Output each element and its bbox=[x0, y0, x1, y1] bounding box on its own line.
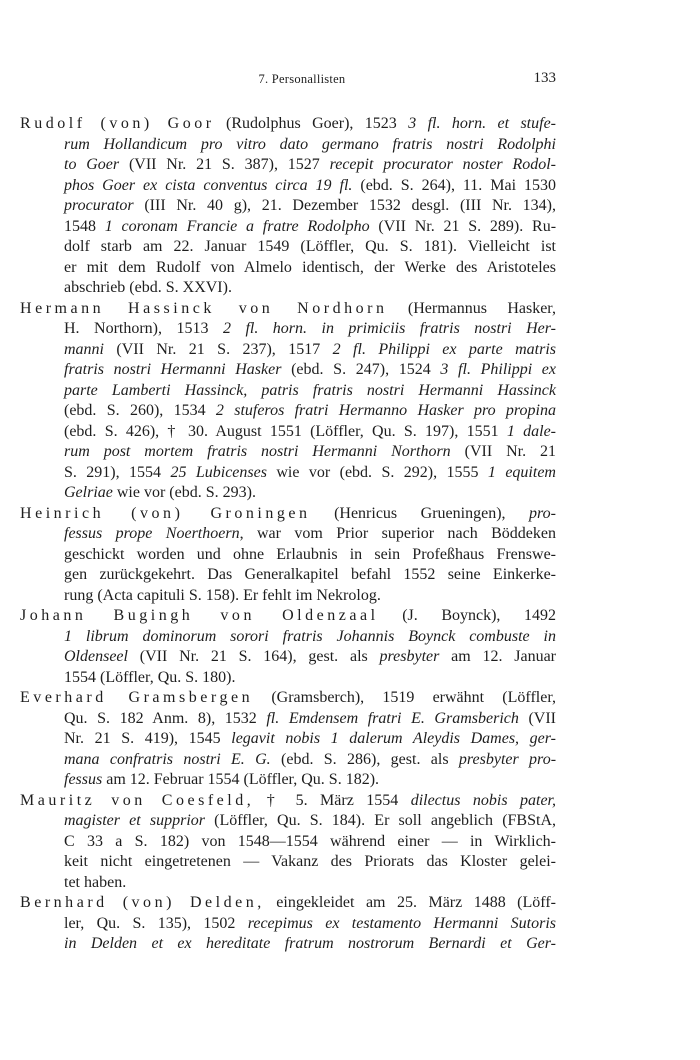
text-run: am 12. Januar bbox=[439, 648, 556, 665]
text-run: (Henricus Grueningen), bbox=[310, 504, 530, 522]
latin-source-quote: rum post mortem fratris nostri Hermanni Northorn bbox=[64, 443, 451, 460]
entry-line bbox=[64, 360, 556, 381]
text-run: er mit dem Rudolf von Almelo identisch, der Werke des Aristoteles bbox=[64, 258, 556, 276]
latin-source-quote: recepimus ex testamento Hermanni Sutoris bbox=[247, 914, 556, 932]
register-entry bbox=[20, 791, 556, 894]
entry-line bbox=[64, 524, 556, 545]
entry-line bbox=[64, 934, 556, 955]
latin-source-quote: recepit procurator noster Rodol- bbox=[329, 156, 557, 173]
text-run: wie vor (ebd. S. 293). bbox=[112, 484, 256, 501]
text-run: (ebd. S. 247), 1524 bbox=[281, 361, 441, 378]
text-run: (III Nr. 40 g), 21. Dezember 1532 desgl. (III Nr. 134), bbox=[133, 197, 556, 214]
latin-source-quote: presbyter bbox=[379, 648, 440, 665]
latin-source-quote: 1 coronam Francie a fratre Rodolpho bbox=[104, 217, 370, 235]
text-run: 1548 bbox=[64, 217, 105, 235]
latin-source-quote: 2 stuferos fratri Hermanno Hasker pro propina bbox=[215, 402, 556, 419]
entry-line bbox=[64, 627, 556, 648]
latin-source-quote: pro- bbox=[529, 504, 556, 522]
entry-heading-line bbox=[20, 114, 556, 135]
section-title: 7. Personallisten bbox=[258, 72, 346, 86]
register-entry bbox=[20, 893, 556, 955]
text-run: (Gramsberch), 1519 erwähnt (Löffler, bbox=[253, 689, 557, 706]
entry-line bbox=[64, 258, 556, 279]
latin-source-quote: legavit nobis 1 dalerum Aleydis Dames, ger- bbox=[231, 730, 556, 747]
entry-line bbox=[64, 565, 556, 586]
latin-source-quote: manni bbox=[64, 340, 104, 358]
entry-line bbox=[64, 586, 556, 607]
latin-source-quote: Gelriae bbox=[64, 484, 113, 501]
entry-line bbox=[64, 545, 556, 566]
text-run: (VII bbox=[518, 709, 556, 727]
entry-heading-line bbox=[20, 606, 556, 627]
latin-source-quote: 3 fl. horn. et stufe- bbox=[408, 115, 557, 132]
latin-source-quote: rum Hollandicum pro vitro dato germano fratris nostri Rodolphi bbox=[64, 135, 556, 153]
entry-line bbox=[64, 770, 556, 791]
text-run: (VII Nr. 21 bbox=[450, 443, 556, 460]
text-run: (ebd. S. 426), † 30. August 1551 (Löffler, Qu. S. 197), 1551 bbox=[64, 422, 507, 440]
entry-line bbox=[64, 176, 556, 197]
latin-source-quote: 1 equitem bbox=[487, 463, 556, 481]
entry-line bbox=[64, 340, 556, 361]
text-run: wie vor (ebd. S. 292), 1555 bbox=[266, 463, 488, 481]
person-name: Heinrich (von) Groningen bbox=[20, 504, 311, 522]
latin-source-quote: 2 fl. Philippi ex parte matris bbox=[332, 340, 557, 358]
entry-line bbox=[64, 422, 556, 443]
text-run: am 12. Februar 1554 (Löffler, Qu. S. 182). bbox=[102, 771, 380, 788]
text-run: Qu. S. 182 Anm. 8), 1532 bbox=[64, 709, 267, 727]
register-entry bbox=[20, 114, 556, 299]
latin-source-quote: 1 dale- bbox=[506, 422, 557, 440]
register-entry bbox=[20, 299, 556, 504]
latin-source-quote: 3 fl. Philippi ex bbox=[440, 361, 557, 378]
text-run: (ebd. S. 286), gest. als bbox=[270, 750, 459, 768]
text-run: Nr. 21 S. 419), 1545 bbox=[64, 730, 232, 747]
register-entry bbox=[20, 606, 556, 688]
entry-line bbox=[64, 647, 556, 668]
person-name: Johann Bugingh von Oldenzaal bbox=[20, 607, 379, 624]
entry-heading-line bbox=[20, 504, 556, 525]
latin-source-quote: 1 librum dominorum sorori fratris Johannis Boynck combuste in bbox=[64, 627, 556, 645]
entry-line bbox=[64, 750, 556, 771]
text-run: S. 291), 1554 bbox=[64, 463, 171, 481]
text-run: 1554 (Löffler, Qu. S. 180). bbox=[64, 668, 236, 686]
latin-source-quote: Oldenseel bbox=[64, 648, 128, 665]
latin-source-quote: procurator bbox=[64, 197, 134, 214]
text-run: rung (Acta capituli S. 158). Er fehlt im Nekrolog. bbox=[64, 586, 381, 604]
entry-line bbox=[64, 873, 556, 894]
text-run: (VII Nr. 21 S. 387), 1527 bbox=[119, 156, 330, 173]
person-name: Rudolf (von) Goor bbox=[20, 115, 215, 132]
text-run: H. Northorn), 1513 bbox=[64, 320, 223, 337]
latin-source-quote: fessus bbox=[64, 771, 103, 788]
latin-source-quote: presbyter pro- bbox=[458, 750, 557, 768]
entry-line bbox=[64, 463, 556, 484]
entry-line bbox=[64, 278, 556, 299]
text-run: geschickt worden und ohne Erlaubnis in sein Profeßhaus Frenswe- bbox=[64, 545, 556, 563]
person-name: Everhard Gramsbergen bbox=[20, 689, 254, 706]
entry-line bbox=[64, 442, 556, 463]
text-run: C 33 a S. 182) von 1548—1554 während einer — in Wirklich- bbox=[64, 832, 556, 850]
text-run: (ebd. S. 264), 11. Mai 1530 bbox=[352, 176, 556, 194]
latin-source-quote: parte Lamberti Hassinck, patris fratris nostri Hermanni Hassinck bbox=[64, 381, 556, 399]
entry-line bbox=[64, 729, 556, 750]
entry-heading-line bbox=[20, 299, 556, 320]
text-run: (Rudolphus Goer), 1523 bbox=[214, 115, 409, 132]
register-entry bbox=[20, 504, 556, 607]
latin-source-quote: phos Goer ex cista conventus circa 19 fl. bbox=[64, 176, 353, 194]
latin-source-quote: mana confratris nostri E. G. bbox=[64, 750, 271, 768]
latin-source-quote: 2 fl. horn. in primiciis fratris nostri Her- bbox=[222, 320, 556, 337]
text-run: (Hermannus Hasker, bbox=[387, 299, 556, 317]
page-number: 133 bbox=[533, 70, 556, 86]
entry-line bbox=[64, 668, 556, 689]
entry-heading-line bbox=[20, 791, 556, 812]
running-head bbox=[20, 70, 556, 88]
entry-line bbox=[64, 852, 556, 873]
text-run: ler, Qu. S. 135), 1502 bbox=[64, 914, 248, 932]
latin-source-quote: 25 Lubicenses bbox=[170, 463, 267, 481]
entry-line bbox=[64, 832, 556, 853]
text-run: (J. Boynck), 1492 bbox=[378, 607, 557, 624]
entry-line bbox=[64, 914, 556, 935]
text-run: keit nicht eingetretenen — Vakanz des Priorats das Kloster gelei- bbox=[64, 853, 556, 870]
latin-source-quote: fessus prope Noerthoern bbox=[64, 525, 240, 542]
text-run: dolf starb am 22. Januar 1549 (Löffler, Qu. S. 181). Vielleicht ist bbox=[64, 238, 556, 255]
entry-line bbox=[64, 319, 556, 340]
latin-source-quote: dilectus nobis pater, bbox=[410, 791, 556, 809]
latin-source-quote: fl. Emdensem fratri E. Gramsberich bbox=[266, 709, 519, 727]
person-name: Bernhard (von) Delden, bbox=[20, 894, 265, 911]
text-run: (VII Nr. 21 S. 237), 1517 bbox=[104, 340, 333, 358]
entry-heading-line bbox=[20, 893, 556, 914]
personnel-list bbox=[20, 114, 556, 955]
entry-line bbox=[64, 237, 556, 258]
text-run: tet haben. bbox=[64, 873, 127, 891]
text-run: gen zurückgekehrt. Das Generalkapitel befahl 1552 seine Einkerke- bbox=[64, 566, 556, 583]
entry-line bbox=[64, 483, 556, 504]
entry-line bbox=[64, 401, 556, 422]
text-run: (Löffler, Qu. S. 184). Er soll angeblich (FBStA, bbox=[205, 812, 556, 829]
entry-line bbox=[64, 196, 556, 217]
latin-source-quote: in Delden et ex hereditate fratrum nostrorum Bernardi et Ger- bbox=[64, 935, 556, 952]
text-run: eingekleidet am 25. März 1488 (Löff- bbox=[264, 894, 556, 911]
register-entry bbox=[20, 688, 556, 791]
text-run: (VII Nr. 21 S. 164), gest. als bbox=[127, 648, 380, 665]
person-name: Hermann Hassinck von Nordhorn bbox=[20, 299, 388, 317]
text-run: abschrieb (ebd. S. XXVI). bbox=[64, 279, 232, 296]
text-run: † 5. März 1554 bbox=[254, 791, 411, 809]
entry-line bbox=[64, 155, 556, 176]
entry-line bbox=[64, 381, 556, 402]
text-run: (ebd. S. 260), 1534 bbox=[64, 402, 216, 419]
entry-heading-line bbox=[20, 688, 556, 709]
latin-source-quote: to Goer bbox=[64, 156, 120, 173]
latin-source-quote: fratris nostri Hermanni Hasker bbox=[64, 361, 282, 378]
text-run: (VII Nr. 21 S. 289). Ru- bbox=[369, 217, 557, 235]
entry-line bbox=[64, 135, 556, 156]
entry-line bbox=[64, 217, 556, 238]
latin-source-quote: magister et supprior bbox=[64, 812, 205, 829]
entry-line bbox=[64, 811, 556, 832]
text-run: , war vom Prior superior nach Böddeken bbox=[239, 525, 557, 542]
person-name: Mauritz von Coesfeld, bbox=[20, 791, 255, 809]
entry-line bbox=[64, 709, 556, 730]
